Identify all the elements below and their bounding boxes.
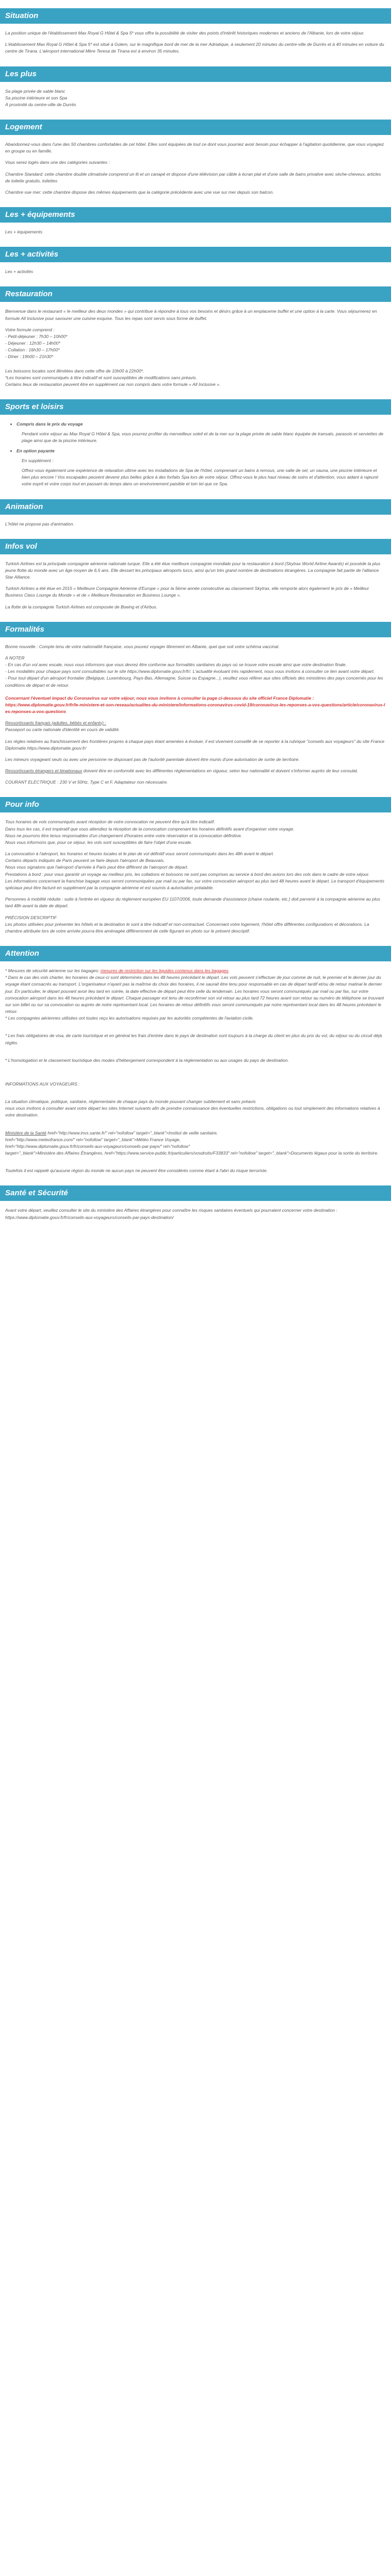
links-text-1: href="http://www.invs.sante.fr/" rel="nofollow" target="_blank">Institut de veille sanitaire, <box>46 1130 218 1136</box>
pourinfo-line: Nous vous signalons que l'aéroport d'arrivée à Paris peut être différent de l'aéroport de départ. <box>5 865 188 870</box>
homologation-text: * L'homologation et le classement touristique des modes d'hébergement correspondent à la réglementation ou aux usages du pays de destination. <box>5 1057 289 1063</box>
section-heading-pour-info: Pour info <box>0 797 391 812</box>
etrangers-text <box>5 768 386 774</box>
covid-link[interactable]: https://www.diplomatie.gouv.fr/fr/le-ministere-et-son-reseau/actualites-du-ministere/informations-coronavirus-covid-19/coronavirus-les-reponses-a-vos-questions/article/coronavirus-les-reponses-a-vos-questions <box>5 702 385 715</box>
equipements-text: Les + équipements <box>5 229 43 235</box>
sports-included-title: • Compris dans le prix du voyage <box>17 421 83 427</box>
supplement-note: Certains lieux de restauration peuvent être en supplément car non compris dans votre formule « All Inclusive ». <box>5 381 221 387</box>
etrangers-body: doivent être en conformité avec les différentes réglementations en vigueur, selon leur nationalité et doivent s'informer auprès de leur consulat. <box>82 768 359 774</box>
bagages-suffix: . <box>228 968 230 974</box>
infosvol-p3: La flotte de la compagnie Turkish Airlines est composée de Boeing et d'Airbus. <box>5 604 158 609</box>
pourinfo-line: Tous horaires de vols communiqués avant réception de votre convocation ne peuvent être qu'à titre indicatif. <box>5 819 215 825</box>
info-voyageurs-2: nous vous invitons à consulter avant votre départ les sites Internet suivants afin de prendre connaissance des éventuelles restrictions, obligations ou tout simplement des informations relatives à votre destination. <box>5 1106 380 1118</box>
sports-included-text: Pendant votre séjour au Max Royal G Hôtel & Spa, vous pourrez profiter du merveilleux soleil et de la mer sur la plage privée de sable blanc équipée de transats, parasols et serviettes de plage ainsi que de la piscine intérieure. <box>22 431 384 444</box>
section-equipements <box>0 207 391 235</box>
pourinfo-line: La convocation à l'aéroport, les horaires et heures locales et le plan de vol définitif vous seront communiqués dans les 48h avant le départ. <box>5 851 274 857</box>
covid-warning: Concernant l'éventuel impact du Coronavirus sur votre séjour, nous vous invitons à consulter la page ci-dessous du site officiel France Diplomatie : <box>5 695 314 701</box>
section-activites <box>0 247 391 275</box>
section-sports <box>0 399 391 487</box>
links-text-3: href="http://www.diplomatie.gouv.fr/fr/conseils-aux-voyageurs/conseils-par-pays/" rel="nofollow" <box>5 1143 190 1149</box>
page <box>0 0 391 1243</box>
restauration-intro: Bienvenue dans le restaurant « le meilleur des deux mondes » qui contribue à répondre à tous vos besoins et désirs grâce à un emplaceme buffet et une option à la carte. Vous séjournerez en formule All Inclusive pour savourer une cuisine exquise. Tous les repas sont servis sous forme de buffet. <box>5 309 377 321</box>
noter-item: - Pour tout départ d'un aéroport frontalier (Belgique, Luxembourg, Pays-Bas, Allemagne, Suisse ou Espagne...), veuillez vous référer aux sites officiels des ministères des pays concernés pour les conditions de départ et de retour. <box>5 675 383 688</box>
section-sante <box>0 1185 391 1221</box>
section-heading-plus: Les plus <box>0 66 391 82</box>
terrorisme-text: Toutefois il est rappelé qu'aucune région du monde ne aucun pays ne peuvent être considérés comme étant à l'abri du risque terroriste. <box>5 1168 268 1174</box>
frais-text: * Les frais obligatoires de visa, de carte touristique et en général les frais d'entrée dans le pays de destination sont toujours à la charge du client en plus du prix du vol, du séjour ou du circuit déjà réglés. <box>5 1033 382 1045</box>
plus-item: À proximité du centre-ville de Durrës <box>5 101 76 107</box>
plus-item: Sa piscine intérieure et son Spa <box>5 95 68 100</box>
section-heading-activites: Les + activités <box>0 247 391 262</box>
pourinfo-line: Certains départs indiqués de Paris peuvent se faire depuis l'aéroport de Beauvais. <box>5 858 165 863</box>
section-pour-info <box>0 797 391 935</box>
meal-item: - Collation : 16h30 – 17h00* <box>5 347 60 353</box>
meal-item: - Déjeuner : 12h30 – 14h00* <box>5 341 60 346</box>
compagnies-text: * Les compagnies aériennes utilisées ont toutes reçu les autorisations requises par les autorités compétentes de l'aviation civile. <box>5 1015 254 1021</box>
logement-vue-mer: Chambre vue mer: cette chambre dispose des mêmes équipements que la catégorie précédente avec une vue sur mer depuis son balcon. <box>5 189 274 195</box>
sports-included <box>17 421 386 445</box>
links-line <box>5 1130 386 1137</box>
infosvol-p1: Turkish Airlines est la principale compagnie aérienne nationale turque. Elle a été élue meilleure compagnie mondiale pour la restauration à bord (Skytrax World Airline Awards) et possède la plus jeune flotte du monde avec un âge moyen de 6,5 ans. Elle dessert les principaux aéroports turcs, ainsi qu'un très grand nombre de destinations étrangères. La compagnie fait partie de l'alliance Star Alliance. <box>5 561 381 580</box>
section-animation <box>0 499 391 528</box>
noter-item: - En cas d'un vol avec escale, nous vous informons que vous devrez être conforme aux formalités sanitaires du pays où se trouve votre escale ainsi que votre destination finale. <box>5 662 347 668</box>
noter-item: - Les modalités pour chaque pays sont consultables sur le site https://www.diplomatie.gouv.fr/fr/. L'actualité évoluant très rapidement, nous vous invitons à consulter ce lien avant votre départ. <box>5 669 375 674</box>
pourinfo-line: Nous ne pourrons être tenus responsables d'un changement d'horaires entre votre réservation et la convocation définitive. <box>5 833 242 838</box>
section-plus <box>0 66 391 109</box>
section-heading-animation: Animation <box>0 499 391 515</box>
links-text-2: href="http://www.meteofrance.com/" rel="nofollow" target="_blank">Météo France Voyage, <box>5 1137 181 1142</box>
logement-standard: Chambre Standard: cette chambre double climatisée comprend un lit et un canapé et dispose d'une télévision par câble à écran plat et d'une salle de bains privative avec sèche-cheveux, articles de toilette gratuits, toilettes <box>5 171 381 183</box>
sports-paid-sub: En supplément : <box>22 457 54 463</box>
pourinfo-line: Dans tous les cas, il est impératif que vous attendiez la réception de la convocation comprenant les horaires définitifs avant d'organiser votre voyage. <box>5 826 295 832</box>
boissons-text: Les boissons locales sont illimitées dans cette offre de 10h00 à 22h00*. <box>5 368 144 374</box>
links-text-4: target="_blank">Ministère des Affaires Étrangères, href="https://www.service-public.fr/particuliers/vosdroits/F33833" rel="nofollow" target="_blank">Documents légaux pour la sortie du territoire. <box>5 1150 379 1156</box>
logement-intro: Abandonnez-vous dans l'une des 50 chambres confortables de cet hôtel. Elles sont équipées de tout ce dont vous pourriez avoir besoin pour échapper à l'agitation quotidienne, que vous voyagiez en groupe ou en famille. <box>5 142 384 154</box>
formalites-intro: Bonne nouvelle : Compte tenu de votre nationalité française, vous pouvez voyager librement en Albanie, quel que soit votre schéma vaccinal. <box>5 643 280 649</box>
sports-paid-title: • En option payante <box>17 448 55 453</box>
bagages-prefix: * Mesures de sécurité aérienne sur les bagages: <box>5 968 101 974</box>
sante-text: Avant votre départ, veuillez consulter le site du ministère des Affaires étrangères pour connaître les risques sanitaires éventuels qui pourraient concerner votre destination : https://www.diplomatie.gouv.fr/fr/conseils-aux-voyageurs/conseils-par-pays-destination/ <box>5 1208 337 1220</box>
section-heading-equipements: Les + équipements <box>0 207 391 223</box>
meal-item: - Dîner : 19h00 – 21h30* <box>5 354 54 360</box>
pourinfo-line: Les informations concernant la franchise bagage vous seront communiquées par mail ou par fax, sur votre convocation aéroport au plus tard 48 heures avant le départ. Le transport d'équipements spéciaux peut être facturé en supplément par la compagnie aérienne et est soumis à autorisation préalable. <box>5 878 384 890</box>
section-restauration <box>0 286 391 388</box>
section-heading-situation: Situation <box>0 8 391 24</box>
section-heading-infos-vol: Infos vol <box>0 539 391 554</box>
situation-location: L'établissement Max Royal G Hôtel & Spa 5* est situé à Golem, sur le magnifique bord de mer de la mer Adriatique, à seulement 20 minutes du centre-ville de Durrës et à 40 minutes en voiture du centre de Tirana. L'aéroport international Mère Teresa de Tirana est à environ 35 minutes. <box>5 42 384 54</box>
regles-text: Les règles relatives au franchissement des frontières propres à chaque pays étant amenées à évoluer, il est vivement conseillé de se reporter à la rubrique "conseils aux voyageurs" du site France Diplomatie.https://www.diplomatie.gouv.fr/ <box>5 738 385 751</box>
plus-item: Sa plage privée de sable blanc <box>5 88 66 94</box>
pmr-text: Personnes à mobilité réduite : suite à l'entrée en vigueur du règlement européen EU 1107/2006, toute demande d'assistance (chaise roulante, etc.) doit parvenir à la compagnie aérienne au plus tard 48h avant la date de départ. <box>5 896 380 909</box>
precision-text: Les photos utilisées pour présenter les hôtels et la destination le sont à titre indicatif et non-contractuel. Concernant votre logement, l'hôtel offre différentes configurations et décorations. La chambre attribuée lors de votre arrivée pourra être aménagée différemment de celle figurant en photo sur le présent descriptif. <box>5 921 369 934</box>
sports-paid-text: Offrez-vous également une expérience de relaxation ultime avec les installations de Spa de l'hôtel, comprenant un bains à remous, une salle de sel, un sauna, une piscine intérieure et bien plus encore ! Vos escapades peuvent devenir plus belles grâce à des forfaits Spa lors de votre séjour. Offrez-vous le plus haut niveau de soins et d'attention, vous aidant à rajeunir votre esprit et votre corps tout en passant du temps dans un environnement paisible et loin tel que ce Spa. <box>22 467 379 487</box>
ministere-sante-link[interactable]: Ministère de la Santé <box>5 1130 46 1136</box>
section-situation <box>0 8 391 55</box>
noter-title: A NOTER <box>5 655 25 660</box>
bagages-line <box>5 968 386 974</box>
section-heading-formalites: Formalités <box>0 622 391 637</box>
situation-intro: La position unique de l'établissement Max Royal G Hôtel & Spa 5* vous offre la possibilité de visiter des points d'intérêt historiques modernes et anciens de l'Albanie, lors de votre séjour. <box>5 30 365 36</box>
section-infos-vol <box>0 539 391 611</box>
section-formalites <box>0 622 391 786</box>
infosvol-p2: Turkish Airlines a été élue en 2015 « Meilleure Compagnie Aérienne d'Europe » pour la 5ème année consécutive au classement Skytrax, elle remporte alors également le prix de « Meilleur Business Class Lounge du Monde » et de « Meilleure Restauration en Business Lounge ». <box>5 586 369 598</box>
info-voyageurs-title: INFORMATIONS AUX VOYAGEURS : <box>5 1081 80 1087</box>
section-heading-sports: Sports et loisirs <box>0 399 391 415</box>
formule-title: Votre formule comprend : <box>5 327 55 332</box>
animation-text: L'hôtel ne propose pas d'animation. <box>5 521 74 527</box>
section-heading-attention: Attention <box>0 946 391 961</box>
section-heading-logement: Logement <box>0 120 391 135</box>
precision-title: PRÉCISION DESCRIPTIF <box>5 914 57 920</box>
meal-item: - Petit-déjeuner : 7h30 – 10h00* <box>5 333 68 339</box>
horaires-note: *Les horaires sont communiqués à titre indicatif et sont susceptibles de modifications sans préavis. <box>5 375 197 380</box>
courant-text: COURANT ELECTRIQUE : 230 V et 50Hz, Type C et F. Adaptateur non nécessaire. <box>5 779 168 785</box>
section-attention <box>0 946 391 1174</box>
sports-paid <box>17 448 386 488</box>
etrangers-label: Ressortissants étrangers et binationaux <box>5 768 83 774</box>
ressortissants-text: Passeport ou carte nationale d'identité en cours de validité. <box>5 727 120 733</box>
liquides-link[interactable]: mesures de restriction sur les liquides contenus dans les bagages <box>100 968 229 974</box>
mineurs-text: Les mineurs voyageant seuls ou avec une personne ne disposant pas de l'autorité parentale doivent être munis d'une autorisation de sortie de territoire. <box>5 756 300 762</box>
section-logement <box>0 120 391 196</box>
pourinfo-line: Prestations à bord : pour vous garantir un voyage au meilleur prix, les collations et boissons ne sont pas comprises au service à bord des avions lors des vols dans le cadre de votre séjour. <box>5 871 370 877</box>
info-voyageurs-1: La situation climatique, politique, sanitaire, réglementaire de chaque pays du monde pouvant changer subitement et sans préavis <box>5 1099 256 1105</box>
section-heading-restauration: Restauration <box>0 286 391 302</box>
charter-text: * Dans le cas des vols charter, les horaires de ceux-ci sont déterminés dans les 48 heures précédant le départ. Les vols peuvent s'effectuer de jour comme de nuit, le premier et le dernier jour du voyage étant consacrés au transport. L'organisateur n'ayant pas la maîtrise du choix des horaires, il ne saurait être tenu pour responsable en cas de départ tardif et/ou de retour matinal le dernier jour. En particulier, le départ pouvant avoir lieu tard en soirée, la date effective de départ peut être celle du lendemain. Les horaires vous seront communiqués par mail ou par fax, sur votre convocation aéroport dans les 48 heures précédant le départ. Chaque passager est tenu de reconfirmer son vol retour au plus tard 72 heures avant son retour au numéro de téléphone se trouvant sur son billet ou sur sa convocation ou auprès de notre représentant local. Les horaires de retour définitifs vous seront communiqués par notre représentant local dans les 48 heures précédant le retour. <box>5 975 384 1014</box>
section-heading-sante: Santé et Sécurité <box>0 1185 391 1201</box>
pourinfo-line: Nous vous informons que, pour ce séjour, les vols sont susceptibles de faire l'objet d'une escale. <box>5 839 192 845</box>
ressortissants-title: Ressortissants français (adultes, bébés et enfants) : <box>5 720 106 726</box>
activites-text: Les + activités <box>5 269 34 275</box>
logement-categories-intro: Vous serez logés dans une des catégories suivantes : <box>5 160 110 165</box>
